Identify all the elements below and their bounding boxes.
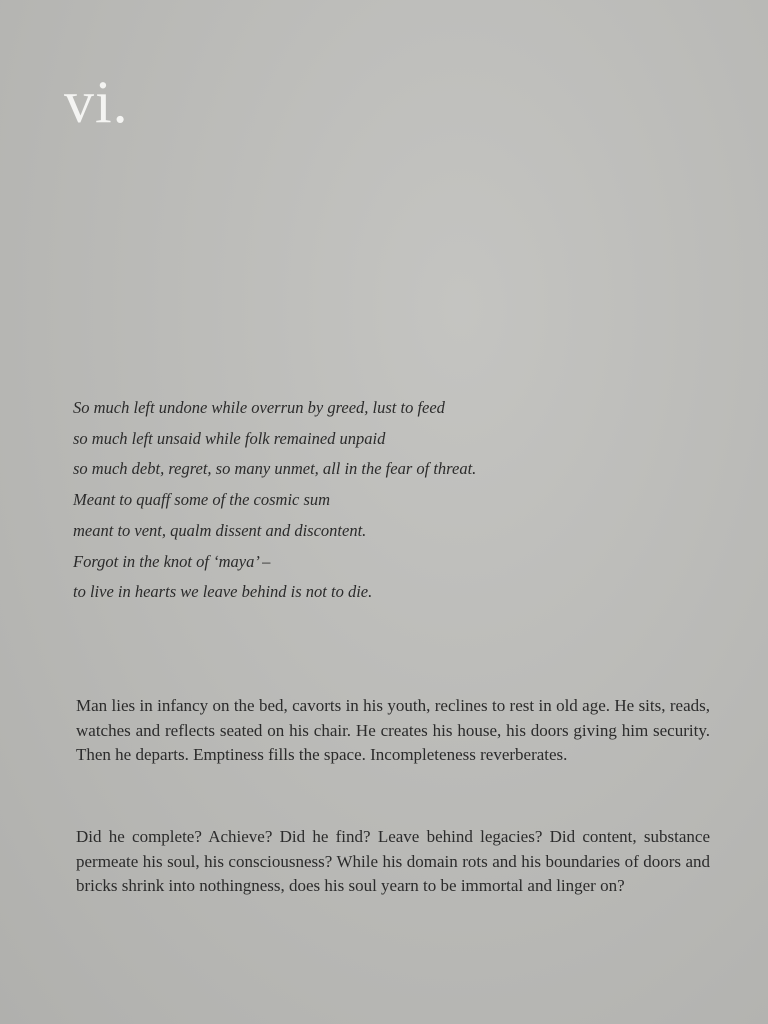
chapter-number: vi.	[64, 69, 129, 135]
poem-line: So much left undone while overrun by greed, lust to feed	[73, 398, 445, 417]
poem-line: meant to vent, qualm dissent and discontent.	[73, 520, 367, 540]
poem-line: Meant to quaff some of the cosmic sum	[73, 490, 331, 510]
poem-line: so much debt, regret, so many unmet, all in the fear of threat.	[73, 459, 477, 479]
poem-line: to live in hearts we leave behind is not to die.	[73, 582, 373, 602]
poem-line: so much left unsaid while folk remained unpaid	[73, 428, 386, 448]
prose-paragraph: Did he complete? Achieve? Did he find? Leave behind legacies? Did content, substance permeate his soul, his consciousness? While his domain rots and his boundaries of doors and bricks shrink into nothingness, does his soul yearn to be immortal and linger on?	[76, 827, 710, 895]
poem	[73, 393, 673, 608]
prose-paragraph: Man lies in infancy on the bed, cavorts in his youth, reclines to rest in old age. He sits, reads, watches and reflects seated on his chair. He creates his house, his doors giving him security. Then he departs. Emptiness fills the space. Incompleteness reverberates.	[76, 696, 710, 764]
poem-line: Forgot in the knot of ‘maya’ –	[73, 551, 271, 571]
